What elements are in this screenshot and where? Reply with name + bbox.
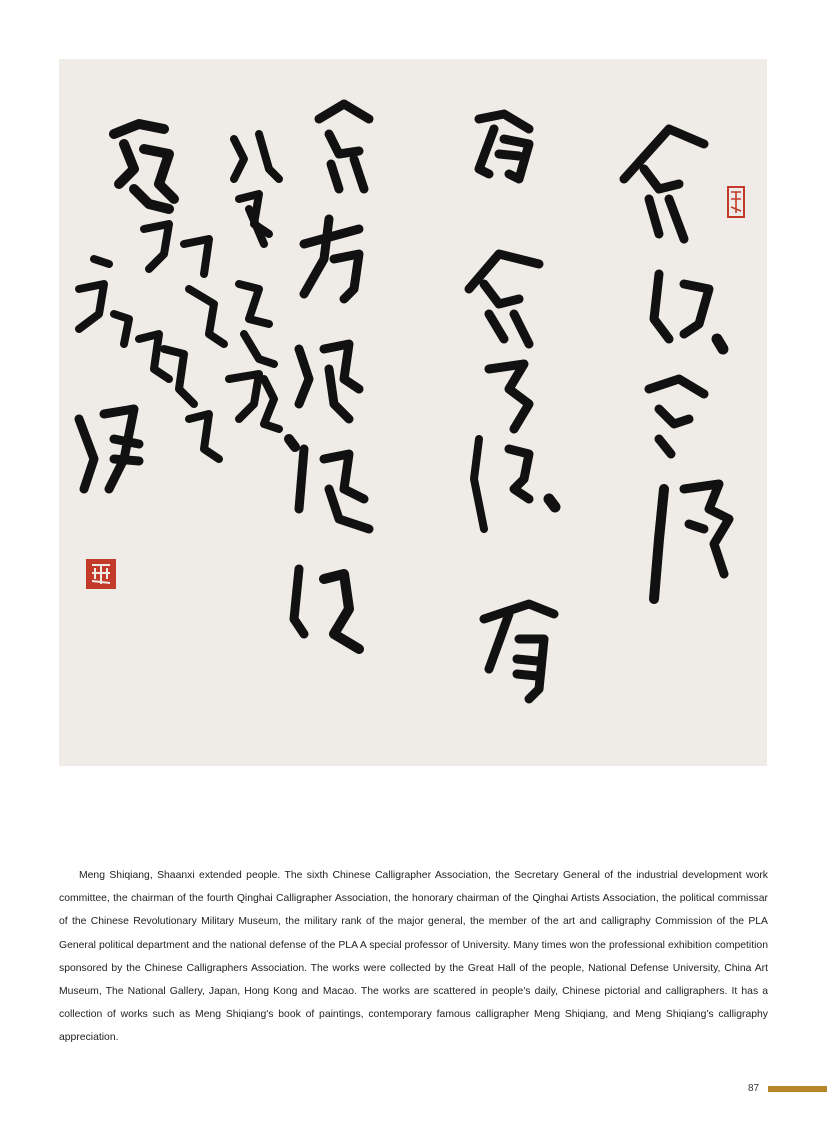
page-accent-bar [768,1086,827,1092]
calligraphy-column-2 [469,114,555,699]
page-number: 87 [748,1083,760,1094]
calligraphy-artwork [59,59,767,766]
page-footer [0,1080,827,1100]
artist-biography: Meng Shiqiang, Shaanxi extended people. The sixth Chinese Calligrapher Association, the Secretary General of the industrial development work committee, the chairman of the fourth Qinghai Calligrapher Association, the honorary chairman of the Qinghai Artists Association, the political commissar of the Chinese Revolutionary Military Museum, the military rank of the major general, the member of the art and calligraphy Commission of the PLA General political department and the national defense of the PLA A special professor of University. Many times won the professional exhibition competition sponsored by the Chinese Calligraphers Association. The works were collected by the Great Hall of the people, National Defense University, China Art Museum, The National Gallery, Japan, Hong Kong and Macao. The works are scattered in people's daily, Chinese pictorial and calligraphers. It has a collection of works such as Meng Shiqiang's book of paintings, contemporary famous calligrapher Meng Shiqiang, and Meng Shiqiang's calligraphy appreciation. [59,870,768,1044]
calligraphy-column-1 [624,129,729,599]
calligraphy-column-4 [229,134,295,447]
calligraphy-column-3 [294,104,369,649]
calligraphy-strokes [59,59,767,766]
calligraphy-column-5 [79,124,224,489]
